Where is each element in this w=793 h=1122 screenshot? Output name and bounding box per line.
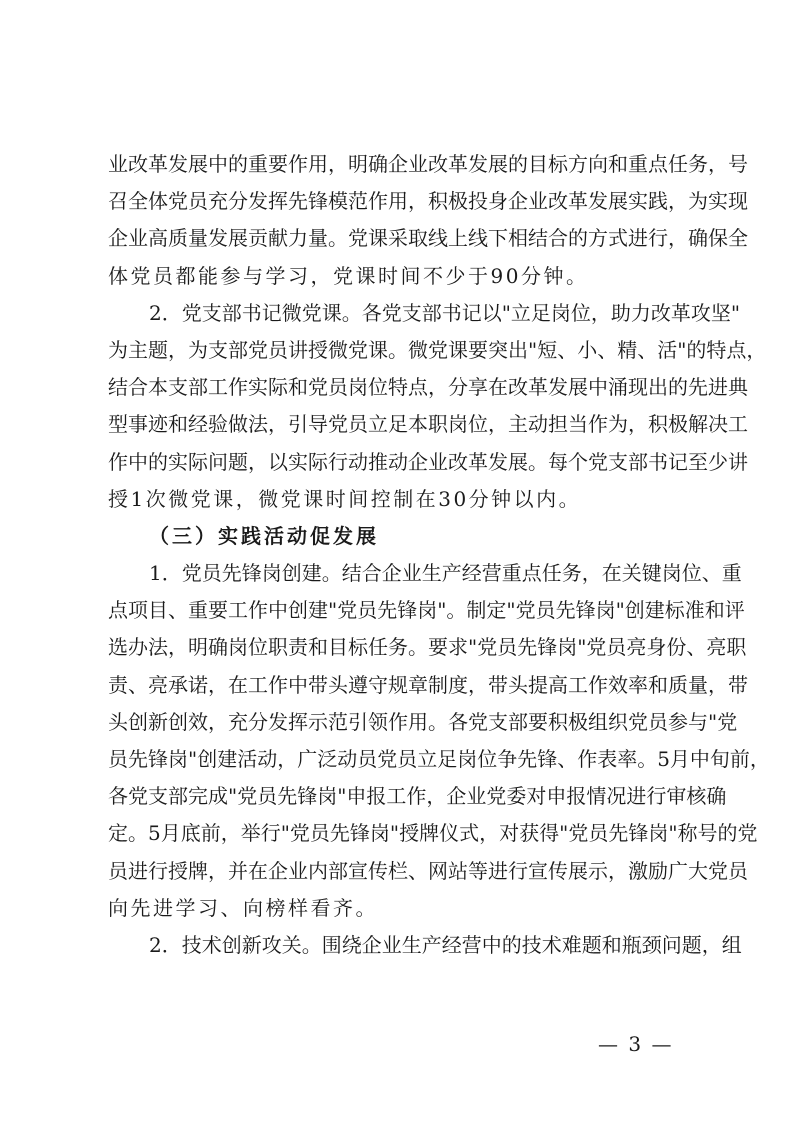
- text-line: 向先进学习、向榜样看齐。: [108, 895, 378, 920]
- paragraph: [108, 295, 767, 518]
- text-line: 点项目、重要工作中创建"党员先锋岗"。制定"党员先锋岗"创建标准和评: [108, 598, 745, 623]
- text-line: 授1次微党课，微党课时间控制在30分钟以内。: [108, 486, 582, 511]
- text-line: 体党员都能参与学习，党课时间不少于90分钟。: [108, 263, 589, 288]
- text-line: 型事迹和经验做法，引导党员立足本职岗位，主动担当作为，积极解决工: [108, 412, 748, 437]
- paragraph: [108, 555, 770, 927]
- text-line: 召全体党员充分发挥先锋模范作用，积极投身企业改革发展实践，为实现: [108, 189, 748, 214]
- paragraph: [108, 146, 748, 295]
- text-line: 1．党员先锋岗创建。结合企业生产经营重点任务，在关键岗位、重: [149, 561, 742, 586]
- text-line: 责、亮承诺，在工作中带头遵守规章制度，带头提高工作效率和质量，带: [108, 672, 748, 697]
- text-line: 头创新创效，充分发挥示范引领作用。各党支部要积极组织党员参与"党: [108, 709, 738, 734]
- text-line: 各党支部完成"党员先锋岗"申报工作，企业党委对申报情况进行审核确: [108, 784, 727, 809]
- text-line: 业改革发展中的重要作用，明确企业改革发展的目标方向和重点任务，号: [108, 152, 748, 176]
- document-body: [108, 146, 770, 964]
- text-line: 作中的实际问题，以实际行动推动企业改革发展。每个党支部书记至少讲: [108, 449, 748, 474]
- text-line: （三）实践活动促发展: [149, 523, 379, 548]
- text-line: 结合本支部工作实际和党员岗位特点，分享在改革发展中涌现出的先进典: [108, 375, 748, 400]
- text-line: 员先锋岗"创建活动，广泛动员党员立足岗位争先锋、作表率。5月中旬前，: [108, 747, 770, 771]
- text-line: 员进行授牌，并在企业内部宣传栏、网站等进行宣传展示，激励广大党员: [108, 858, 748, 883]
- text-line: 选办法，明确岗位职责和目标任务。要求"党员先锋岗"党员亮身份、亮职: [108, 635, 747, 660]
- page-number: — 3 —: [598, 1032, 674, 1056]
- text-line: 为主题，为支部党员讲授微党课。微党课要突出"短、小、精、活"的特点，: [108, 337, 767, 362]
- text-line: 企业高质量发展贡献力量。党课采取线上线下相结合的方式进行，确保全: [108, 226, 748, 251]
- paragraph: [108, 927, 742, 964]
- text-line: 2．技术创新攻关。围绕企业生产经营中的技术难题和瓶颈问题，组: [149, 932, 742, 957]
- text-line: 定。5月底前，举行"党员先锋岗"授牌仪式，对获得"党员先锋岗"称号的党: [108, 821, 758, 846]
- text-line: 2．党支部书记微党课。各党支部书记以"立足岗位，助力改革攻坚": [149, 300, 741, 325]
- section-heading: [108, 518, 702, 555]
